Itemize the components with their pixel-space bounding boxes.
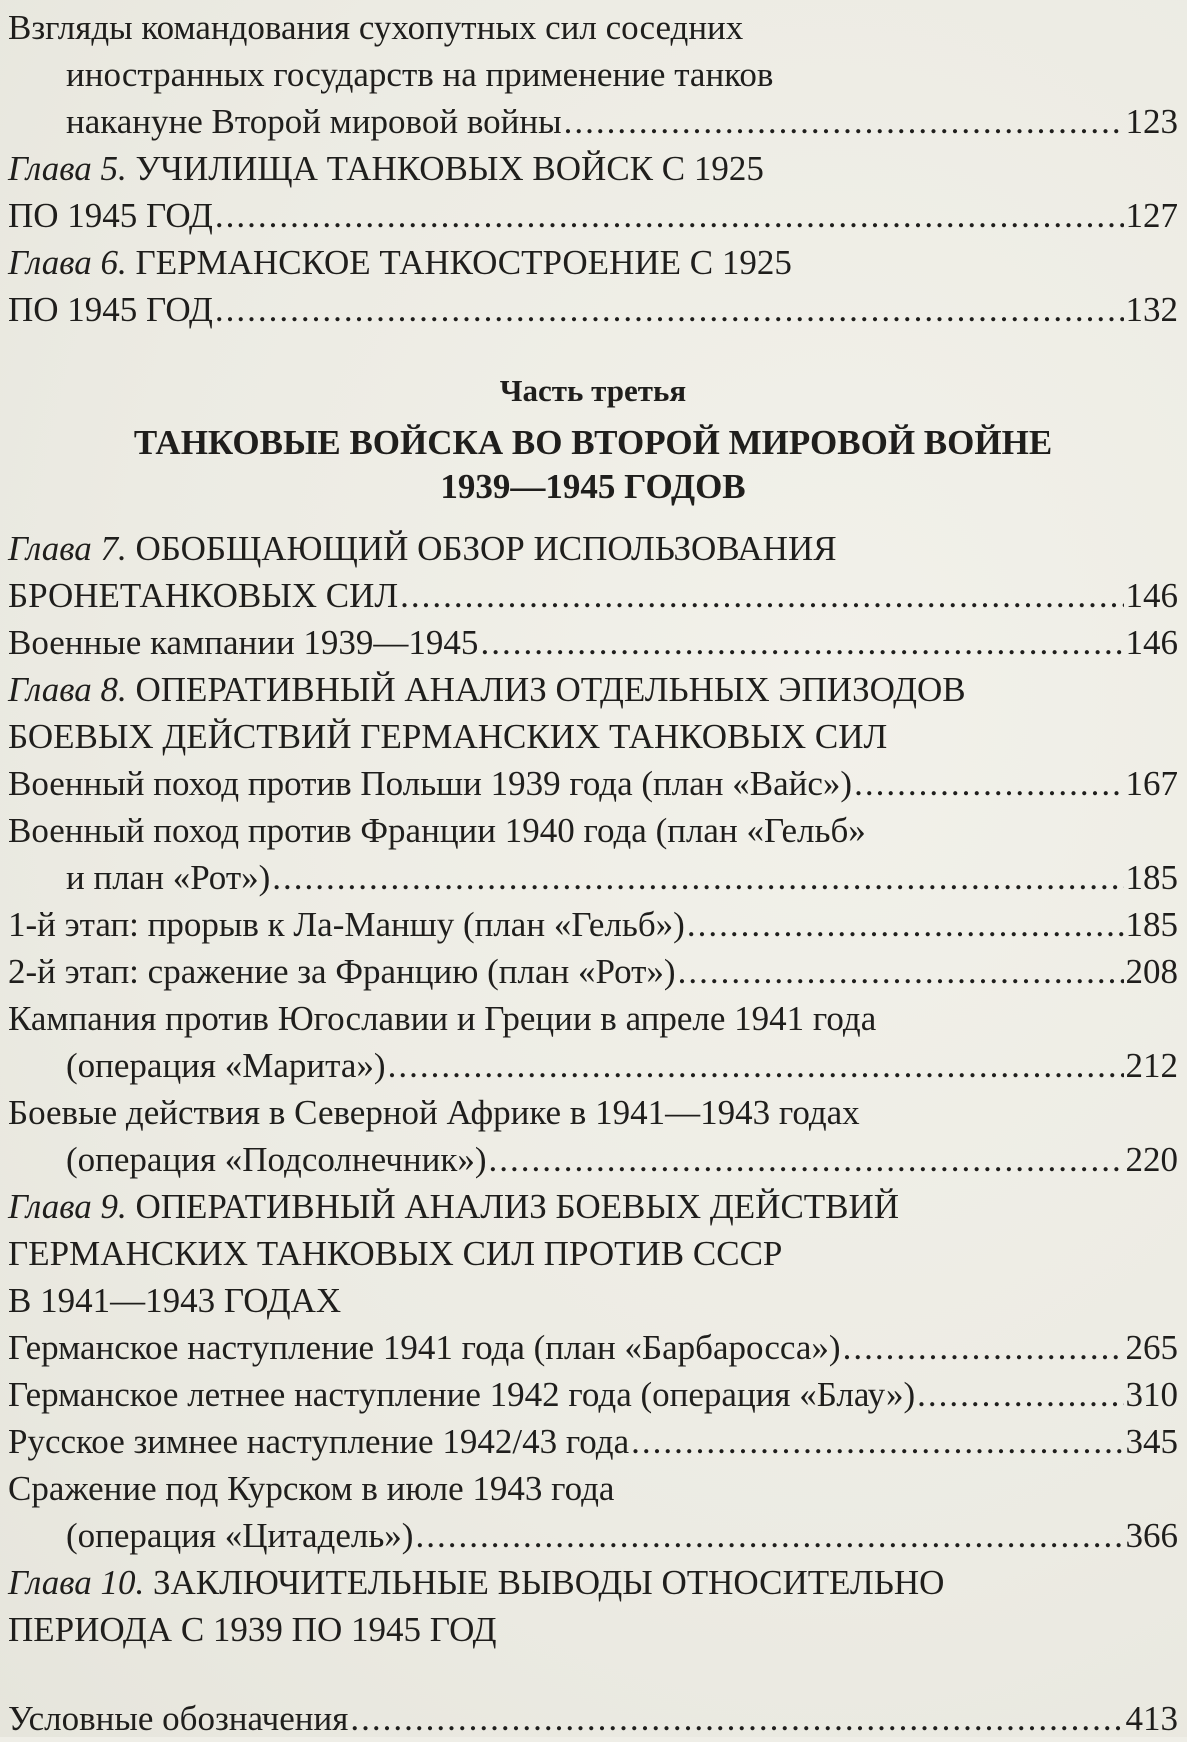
toc-page-number: 127 [1125, 196, 1178, 235]
leader-dots [215, 192, 1124, 239]
toc-page-number: 185 [1125, 905, 1178, 944]
toc-entry-text [8, 1089, 860, 1136]
entry-title: ЗАКЛЮЧИТЕЛЬНЫЕ ВЫВОДЫ ОТНОСИТЕЛЬНО [152, 1563, 945, 1602]
entry-title: Военный поход против Франции 1940 года (план «Гельб» [8, 811, 866, 850]
entry-title: Германское летнее наступление 1942 года (операция «Блау») [8, 1375, 916, 1414]
entry-title: Боевые действия в Северной Африке в 1941—1943 годах [8, 1093, 860, 1132]
chapter-label: Глава 9. [8, 1187, 127, 1226]
entry-title: В 1941—1943 ГОДАХ [8, 1281, 342, 1320]
toc-entry-legend [8, 1695, 1178, 1742]
toc-entry-text [8, 666, 966, 713]
toc-entry-line [8, 1559, 1178, 1606]
entry-title: 2-й этап: сражение за Францию (план «Рот») [8, 952, 676, 991]
part-title-line-2: 1939—1945 ГОДОВ [440, 467, 746, 506]
toc-entry [8, 192, 1178, 239]
toc-entry-text [66, 1512, 413, 1559]
chapter-label: Глава 5. [8, 149, 127, 188]
entry-title: (операция «Марита») [66, 1046, 386, 1085]
toc-entry-line [8, 666, 1178, 713]
toc-page-number: 366 [1125, 1516, 1178, 1555]
toc-page-number: 185 [1125, 858, 1178, 897]
leader-dots [400, 572, 1123, 619]
toc-page-number: 146 [1125, 623, 1178, 662]
toc-page-number: 123 [1125, 102, 1178, 141]
toc-entry [8, 901, 1178, 948]
toc-entry [8, 1512, 1178, 1559]
entry-title: БРОНЕТАНКОВЫХ СИЛ [8, 576, 399, 615]
part-title-line-1: ТАНКОВЫЕ ВОЙСКА ВО ВТОРОЙ МИРОВОЙ ВОЙНЕ [133, 423, 1053, 462]
leader-dots [843, 1324, 1124, 1371]
leader-dots [564, 98, 1124, 145]
toc-entry [8, 1371, 1178, 1418]
entry-title: Сражение под Курском в июле 1943 года [8, 1469, 615, 1508]
toc-entry-text [8, 760, 852, 807]
entry-title: ГЕРМАНСКОЕ ТАНКОСТРОЕНИЕ С 1925 [135, 243, 792, 282]
toc-entry-line [8, 1277, 1178, 1324]
toc-entry-text [66, 1136, 487, 1183]
entry-title: ПО 1945 ГОД [8, 196, 213, 235]
toc-page-number: 132 [1125, 290, 1178, 329]
entry-title: (операция «Подсолнечник») [66, 1140, 487, 1179]
toc-entry-text [66, 1042, 386, 1089]
toc-entry [8, 572, 1178, 619]
entry-title: ОБОБЩАЮЩИЙ ОБЗОР ИСПОЛЬЗОВАНИЯ [135, 529, 837, 568]
toc-entry-text [8, 239, 792, 286]
entry-title: иностранных государств на применение танков [66, 55, 774, 94]
toc-entry [8, 1324, 1178, 1371]
leader-dots [272, 854, 1123, 901]
toc-page-number: 310 [1125, 1375, 1178, 1414]
chapter-label: Глава 10. [8, 1563, 145, 1602]
toc-page-number: 167 [1125, 764, 1178, 803]
toc-entry-text [8, 1465, 614, 1512]
entry-title: ОПЕРАТИВНЫЙ АНАЛИЗ БОЕВЫХ ДЕЙСТВИЙ [135, 1187, 900, 1226]
entry-title: 1-й этап: прорыв к Ла-Маншу (план «Гельб») [8, 905, 685, 944]
toc-section-part-two-tail [8, 4, 1178, 333]
toc-entry-line [8, 1606, 1178, 1653]
toc-entry [8, 619, 1178, 666]
leader-dots [215, 286, 1124, 333]
entry-title: Военные кампании 1939—1945 [8, 623, 479, 662]
entry-title: Военный поход против Польши 1939 года (план «Вайс») [8, 764, 853, 803]
entry-title: ОПЕРАТИВНЫЙ АНАЛИЗ ОТДЕЛЬНЫХ ЭПИЗОДОВ [135, 670, 966, 709]
toc-entry-text [8, 619, 478, 666]
toc-entry-line [8, 713, 1178, 760]
toc-entry [8, 854, 1178, 901]
leader-dots [917, 1371, 1123, 1418]
leader-dots [489, 1136, 1124, 1183]
toc-entry-text [8, 1183, 899, 1230]
toc-entry-text [8, 1606, 497, 1653]
toc-entry-text [8, 286, 213, 333]
toc-entry-text [8, 807, 866, 854]
chapter-label: Глава 6. [8, 243, 127, 282]
entry-title: Русское зимнее наступление 1942/43 года [8, 1422, 630, 1461]
leader-dots [480, 619, 1123, 666]
toc-entry-text [8, 1277, 341, 1324]
leader-dots [631, 1418, 1123, 1465]
part-title [8, 421, 1178, 509]
part-label: Часть третья [499, 373, 687, 408]
toc-entry-text [66, 51, 773, 98]
toc-entry-text: Условные обозначения [8, 1699, 349, 1738]
toc-entry-line [8, 1183, 1178, 1230]
toc-entry-line [8, 1465, 1178, 1512]
toc-entry-text [8, 572, 398, 619]
entry-title: и план «Рот») [66, 858, 271, 897]
toc-entry-text [8, 192, 213, 239]
toc-entry-line [8, 4, 1178, 51]
toc-entry-text [8, 145, 764, 192]
table-of-contents [8, 4, 1178, 1742]
toc-section-part-three [8, 525, 1178, 1653]
toc-entry-line [8, 145, 1178, 192]
entry-title: УЧИЛИЩА ТАНКОВЫХ ВОЙСК С 1925 [135, 149, 764, 188]
toc-entry [8, 286, 1178, 333]
leader-dots [854, 760, 1123, 807]
toc-page-number: 212 [1125, 1046, 1178, 1085]
toc-entry-text [8, 1324, 841, 1371]
toc-page-number: 345 [1125, 1422, 1178, 1461]
toc-entry-text [8, 525, 837, 572]
toc-entry [8, 760, 1178, 807]
toc-entry-line [8, 51, 1178, 98]
entry-title: ГЕРМАНСКИХ ТАНКОВЫХ СИЛ ПРОТИВ СССР [8, 1234, 783, 1273]
leader-dots [388, 1042, 1124, 1089]
chapter-label: Глава 7. [8, 529, 127, 568]
toc-entry-text [8, 1371, 915, 1418]
toc-entry-line [8, 525, 1178, 572]
toc-entry-line [8, 995, 1178, 1042]
leader-dots [687, 901, 1124, 948]
entry-title: накануне Второй мировой войны [66, 102, 562, 141]
toc-page-number: 220 [1125, 1140, 1178, 1179]
toc-entry [8, 1136, 1178, 1183]
leader-dots [350, 1695, 1123, 1742]
toc-entry-text [8, 713, 887, 760]
toc-entry-text [8, 1230, 782, 1277]
toc-entry-line [8, 807, 1178, 854]
entry-title: (операция «Цитадель») [66, 1516, 414, 1555]
toc-entry [8, 1418, 1178, 1465]
entry-title: ПЕРИОДА С 1939 ПО 1945 ГОД [8, 1610, 497, 1649]
toc-entry-text [66, 98, 562, 145]
entry-title: ПО 1945 ГОД [8, 290, 213, 329]
entry-title: Германское наступление 1941 года (план «Барбаросса») [8, 1328, 841, 1367]
entry-title: Кампания против Югославии и Греции в апреле 1941 года [8, 999, 877, 1038]
toc-page-number: 413 [1125, 1699, 1178, 1738]
toc-entry [8, 948, 1178, 995]
toc-entry-text [8, 1418, 629, 1465]
toc-entry-text [8, 4, 743, 51]
entry-title: Взгляды командования сухопутных сил соседних [8, 8, 744, 47]
toc-entry-line [8, 1089, 1178, 1136]
toc-entry [8, 98, 1178, 145]
toc-entry [8, 1042, 1178, 1089]
leader-dots [678, 948, 1124, 995]
toc-entry-text [66, 854, 270, 901]
toc-entry-text [8, 995, 876, 1042]
chapter-label: Глава 8. [8, 670, 127, 709]
toc-entry-line [8, 1230, 1178, 1277]
toc-page-number: 265 [1125, 1328, 1178, 1367]
toc-entry-text [8, 1559, 944, 1606]
leader-dots [415, 1512, 1123, 1559]
toc-entry-text [8, 948, 676, 995]
toc-entry-line [8, 239, 1178, 286]
toc-page-number: 208 [1125, 952, 1178, 991]
toc-page-number: 146 [1125, 576, 1178, 615]
toc-entry-text [8, 901, 685, 948]
entry-title: БОЕВЫХ ДЕЙСТВИЙ ГЕРМАНСКИХ ТАНКОВЫХ СИЛ [8, 717, 888, 756]
